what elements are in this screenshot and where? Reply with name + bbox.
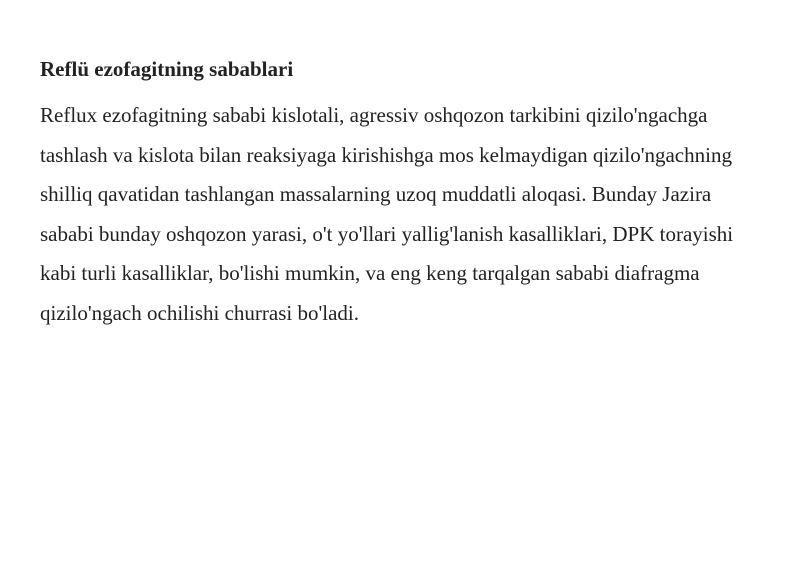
article-section <box>40 54 760 333</box>
section-heading: Reflü ezofagitning sabablari <box>40 57 294 81</box>
body-paragraph: Reflux ezofagitning sababi kislotali, agressiv oshqozon tarkibini qizilo'ngachga tashlash va kislota bilan reaksiyaga kirishishga mos kelmaydigan qizilo'ngachning shilliq qavatidan tashlangan massalarning uzoq muddatli aloqasi. Bunday Jazira sababi bunday oshqozon yarasi, o't yo'llari yallig'lanish kasalliklari, DPK torayishi kabi turli kasalliklar, bo'lishi mumkin, va eng keng tarqalgan sababi diafragma qizilo'ngach ochilishi churrasi bo'ladi. <box>40 103 734 325</box>
